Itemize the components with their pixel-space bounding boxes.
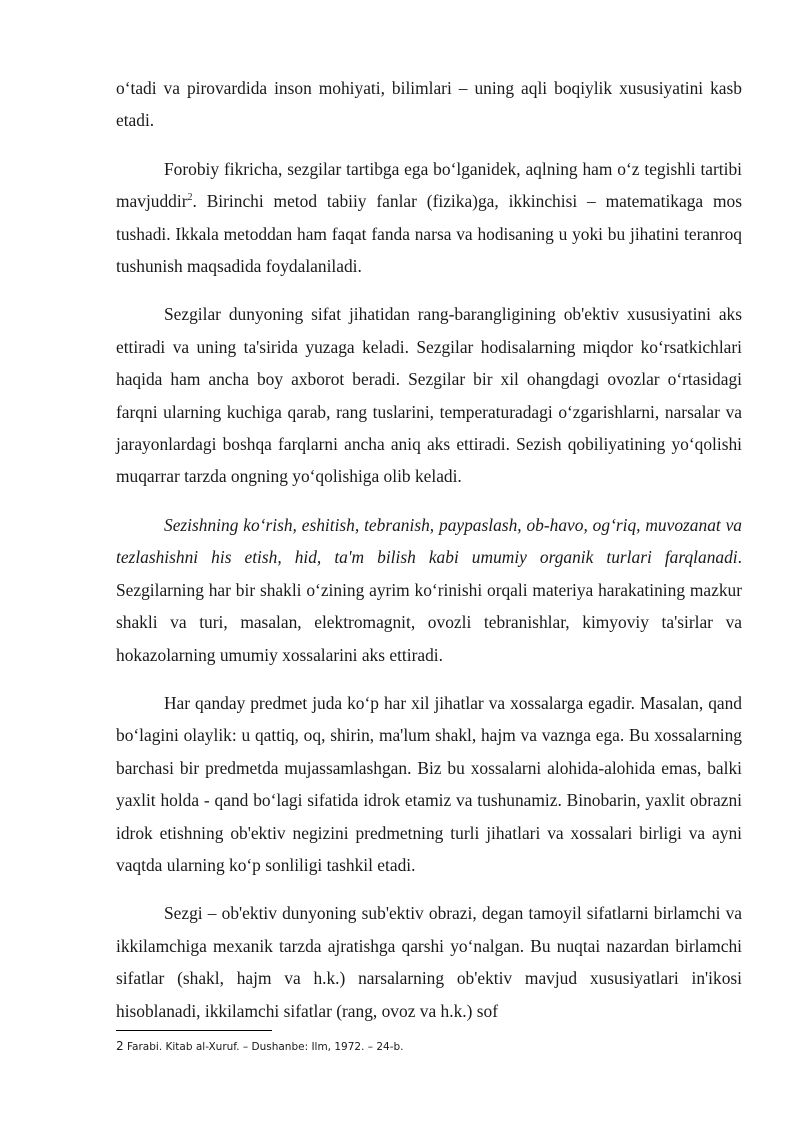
paragraph-3: Sezgilar dunyoning sifat jihatidan rang-barangligining ob'ektiv xususiyatini aks ettiradi va uning ta'sirida yuzaga keladi. Sezgilar hodisalarning miqdor ko‘rsatkichlari haqida ham ancha boy axborot beradi. Sezgilar bir xil ohangdagi ovozlar o‘rtasidagi farqni ularning kuchiga qarab, rang tuslarini, temperaturadagi o‘zgarishlarni, narsalar va jarayonlardagi boshqa farqlarni ancha aniq aks ettiradi. Sezish qobiliyatining yo‘qolishi muqarrar tarzda ongning yo‘qolishiga olib keladi.: [116, 304, 742, 487]
paragraph-6: Sezgi – ob'ektiv dunyoning sub'ektiv obrazi, degan tamoyil sifatlarni birlamchi va ikkilamchiga mexanik tarzda ajratishga qarshi yo‘nalgan. Bu nuqtai nazardan birlamchi sifatlar (shakl, hajm va h.k.) narsalarning ob'ektiv mavjud xususiyatlari in'ikosi hisoblanadi, ikkilamchi sifatlar (rang, ovoz va h.k.) sof: [116, 903, 742, 1021]
footnote: [116, 1038, 742, 1055]
footnote-number: 2: [116, 1039, 124, 1053]
paragraph-1: o‘tadi va pirovardida inson mohiyati, bilimlari – uning aqli boqiylik xususiyatini kasb etadi.: [116, 78, 742, 131]
paragraph-2-text-b: . Birinchi metod tabiiy fanlar (fizika)ga, ikkinchisi – matematikaga mos tushadi. Ikkala metoddan ham faqat fanda narsa va hodisaning u yoki bu jihatini teranroq tushunish maqsadida foydalaniladi.: [116, 191, 742, 277]
paragraph-2: [116, 153, 742, 283]
footnote-reference[interactable]: 2: [187, 192, 193, 204]
paragraph-4: [116, 509, 742, 671]
paragraph-5: Har qanday predmet juda ko‘p har xil jihatlar va xossalarga egadir. Masalan, qand bo‘lagini olaylik: u qattiq, oq, shirin, ma'lum shakl, hajm va vaznga ega. Bu xossalarning barchasi bir predmetda mujassamlashgan. Biz bu xossalarni alohida-alohida emas, balki yaxlit holda - qand bo‘lagi sifatida idrok etamiz va tushunamiz. Binobarin, yaxlit obrazni idrok etishning ob'ektiv negizini predmetning turli jihatlari va xossalari birligi va ayni vaqtda ularning ko‘p sonliligi tashkil etadi.: [116, 692, 742, 875]
paragraph-4-text: . Sezgilarning har bir shakli o‘zining ayrim ko‘rinishi orqali materiya harakatining mazkur shakli va turi, masalan, elektromagnit, ovozli tebranishlar, kimyoviy ta'sirlar va hokazolarning umumiy xossalarini aks ettiradi.: [116, 547, 742, 665]
footnote-text: Farabi. Kitab al-Xuruf. – Dushanbe: Ilm, 1972. – 24-b.: [123, 1041, 404, 1053]
paragraph-4-italic: Sezishning ko‘rish, eshitish, tebranish, paypaslash, ob-havo, og‘riq, muvozanat va tezlashishni his etish, hid, ta'm bilish kabi umumiy organik turlari farqlanadi: [116, 514, 742, 568]
paragraph-2-text-a: Forobiy fikricha, sezgilar tartibga ega bo‘lganidek, aqlning ham o‘z tegishli tartibi mavjuddir: [116, 158, 742, 212]
footnote-separator: [116, 1030, 272, 1031]
document-body: [116, 72, 742, 1043]
